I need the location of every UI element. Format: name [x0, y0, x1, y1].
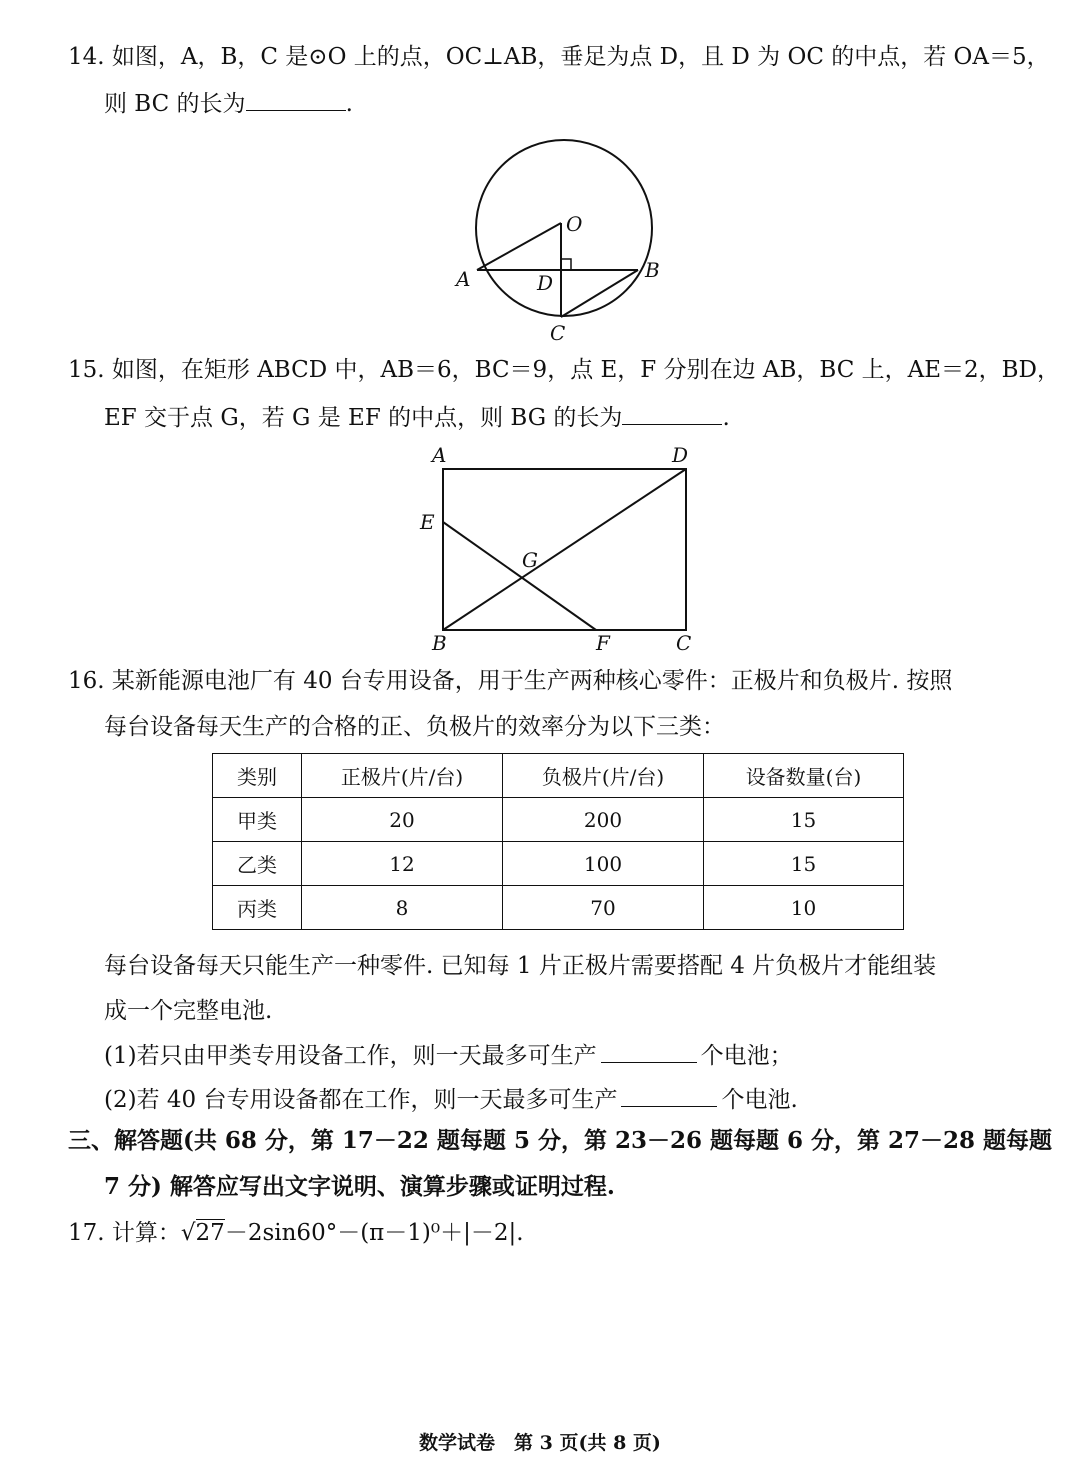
q17-expression: －2sin60°－(π－1)⁰＋|－2|.: [224, 1220, 524, 1246]
q17-prefix: 17. 计算：: [68, 1220, 181, 1246]
cell-positive: 12: [302, 842, 503, 886]
label-o: O: [566, 212, 583, 236]
answer-blank-16-2[interactable]: [621, 1084, 717, 1107]
answer-blank-15[interactable]: [622, 402, 722, 425]
segment-bc: [561, 270, 638, 317]
q16-sub2-text: (2)若 40 台专用设备都在工作，则一天最多可生产: [104, 1087, 618, 1113]
circle-o: [476, 140, 652, 316]
table-header-row: [213, 754, 904, 798]
header-positive: 正极片(片/台): [302, 754, 503, 798]
table-row: [213, 798, 904, 842]
q15-line2: [104, 402, 730, 433]
header-negative: 负极片(片/台): [503, 754, 704, 798]
table-row: [213, 886, 904, 930]
q15-end: .: [722, 405, 730, 431]
label-e: E: [420, 510, 435, 534]
cell-count: 15: [704, 842, 904, 886]
q14-text: 则 BC 的长为: [104, 91, 246, 117]
answer-blank-14[interactable]: [246, 88, 346, 111]
q14-line2: [104, 88, 353, 119]
q16-sub1: [104, 1040, 793, 1071]
section3-heading: 三、解答题(共 68 分，第 17－22 题每题 5 分，第 23－26 题每题 6 分，第 27－28 题每题: [68, 1127, 1053, 1154]
cell-negative: 70: [503, 886, 704, 930]
answer-blank-16-1[interactable]: [601, 1040, 697, 1063]
label-f: F: [596, 631, 610, 655]
header-count: 设备数量(台): [704, 754, 904, 798]
header-category: 类别: [213, 754, 302, 798]
label-b: B: [432, 631, 447, 655]
q14-end: .: [345, 91, 353, 117]
right-angle-mark: [561, 259, 571, 270]
cell-negative: 100: [503, 842, 704, 886]
table-row: [213, 842, 904, 886]
q16-line4: 成一个完整电池.: [104, 998, 273, 1024]
label-a: A: [456, 267, 471, 291]
cell-count: 15: [704, 798, 904, 842]
q16-sub2-unit: 个电池.: [721, 1087, 798, 1113]
label-c: C: [676, 631, 692, 655]
efficiency-table: [212, 753, 904, 930]
section3-note: 7 分) 解答应写出文字说明、演算步骤或证明过程.: [104, 1173, 615, 1200]
cell-category: 丙类: [213, 886, 302, 930]
page-footer: 数学试卷 第 3 页(共 8 页): [419, 1432, 661, 1454]
cell-negative: 200: [503, 798, 704, 842]
cell-positive: 8: [302, 886, 503, 930]
q16-sub1-unit: 个电池；: [700, 1043, 793, 1069]
rectangle-diagram: [410, 440, 710, 660]
circle-diagram: [440, 125, 680, 350]
cell-category: 乙类: [213, 842, 302, 886]
q16-line3: 每台设备每天只能生产一种零件. 已知每 1 片正极片需要搭配 4 片负极片才能组装: [104, 953, 937, 979]
q14-line1: 14. 如图，A，B，C 是⊙O 上的点，OC⊥AB，垂足为点 D，且 D 为 OC 的中点，若 OA＝5，: [68, 44, 1050, 70]
label-d: D: [672, 443, 689, 467]
q16-sub1-text: (1)若只由甲类专用设备工作，则一天最多可生产: [104, 1043, 597, 1069]
sqrt-sign: √: [180, 1220, 196, 1246]
label-d: D: [537, 271, 554, 295]
segment-bd: [443, 469, 686, 630]
cell-positive: 20: [302, 798, 503, 842]
label-a: A: [432, 443, 447, 467]
label-c: C: [550, 321, 566, 345]
q16-sub2: [104, 1084, 798, 1115]
segment-oa: [477, 223, 561, 270]
sqrt-radicand: 27: [195, 1220, 225, 1246]
q15-text: EF 交于点 G，若 G 是 EF 的中点，则 BG 的长为: [104, 405, 623, 431]
q16-line1: 16. 某新能源电池厂有 40 台专用设备，用于生产两种核心零件：正极片和负极片. 按照: [68, 668, 953, 694]
q15-line1: 15. 如图，在矩形 ABCD 中，AB＝6，BC＝9，点 E，F 分别在边 AB，BC 上，AE＝2，BD，: [68, 357, 1060, 383]
q17-line: [68, 1218, 524, 1248]
label-g: G: [522, 548, 538, 572]
q16-line2: 每台设备每天生产的合格的正、负极片的效率分为以下三类：: [104, 714, 725, 740]
cell-category: 甲类: [213, 798, 302, 842]
cell-count: 10: [704, 886, 904, 930]
label-b: B: [645, 258, 660, 282]
